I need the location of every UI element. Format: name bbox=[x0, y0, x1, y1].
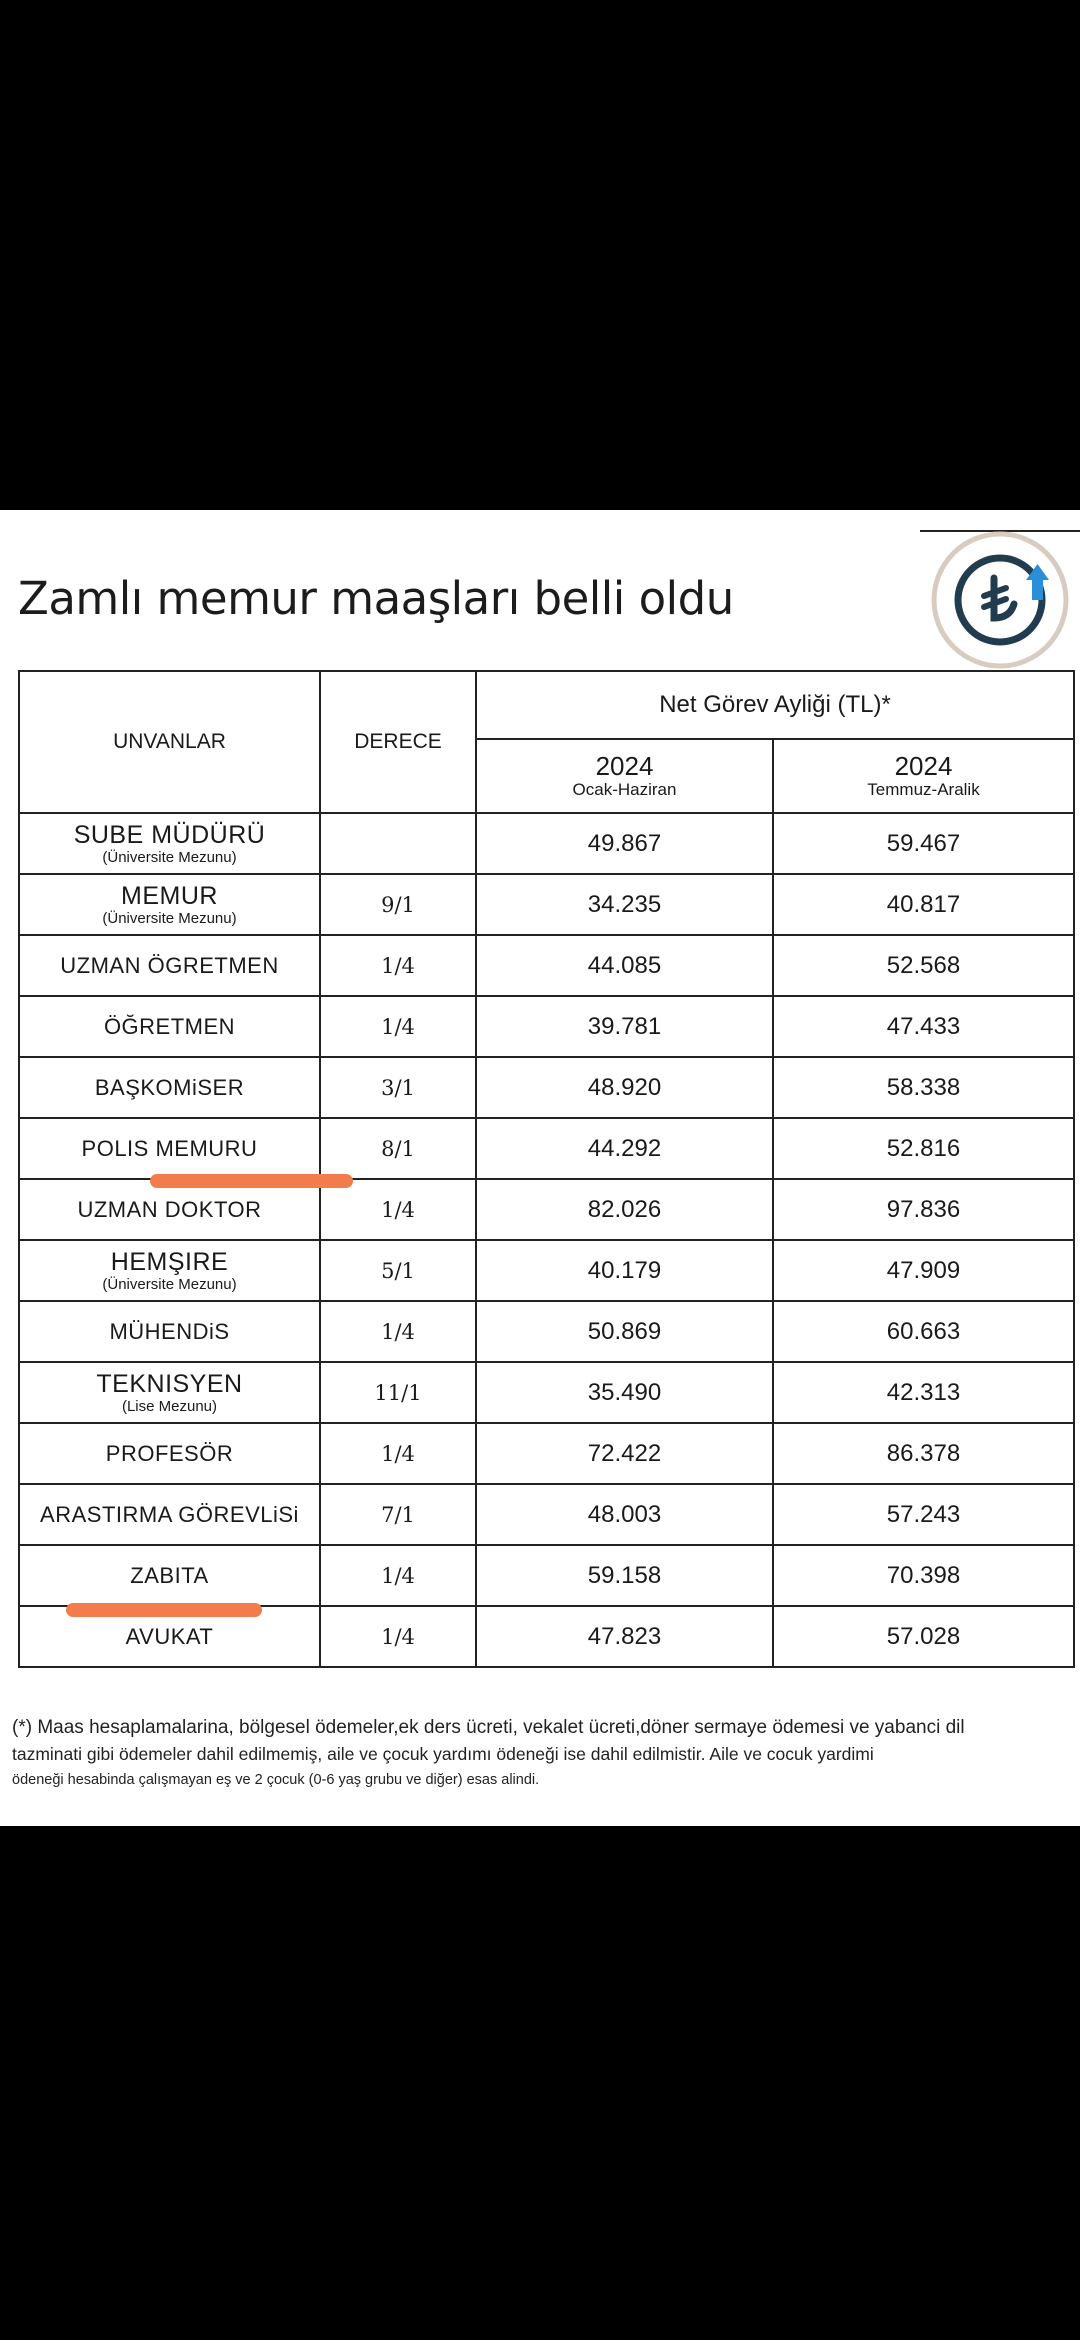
salary-jan-jun-cell: 49.867 bbox=[476, 813, 773, 874]
salary-jan-jun-cell: 44.085 bbox=[476, 935, 773, 996]
table-row bbox=[19, 1179, 1074, 1240]
table-row bbox=[19, 1240, 1074, 1301]
lira-up-arrow-icon bbox=[920, 518, 1080, 678]
title-cell bbox=[19, 1545, 320, 1606]
table-row bbox=[19, 1301, 1074, 1362]
grade-cell: 9/1 bbox=[320, 874, 476, 935]
title-education: (Üniversite Mezunu) bbox=[102, 1276, 237, 1293]
title-name: SUBE MÜDÜRÜ bbox=[73, 821, 266, 849]
header-unvan: UNVANLAR bbox=[19, 671, 320, 813]
salary-jul-dec-cell: 47.433 bbox=[773, 996, 1074, 1057]
highlight-underline-zabita bbox=[66, 1603, 262, 1617]
salary-jul-dec-cell: 58.338 bbox=[773, 1057, 1074, 1118]
salary-jan-jun-cell: 50.869 bbox=[476, 1301, 773, 1362]
title-name: ÖĞRETMEN bbox=[103, 1013, 236, 1039]
grade-cell: 5/1 bbox=[320, 1240, 476, 1301]
period-2-year: 2024 bbox=[894, 751, 953, 782]
table-row bbox=[19, 874, 1074, 935]
grade-cell: 7/1 bbox=[320, 1484, 476, 1545]
title-name: BAŞKOMiSER bbox=[94, 1074, 245, 1100]
title-name: HEMŞIRE bbox=[110, 1248, 229, 1276]
salary-jan-jun-cell: 40.179 bbox=[476, 1240, 773, 1301]
title-name: TEKNISYEN bbox=[96, 1370, 243, 1398]
salary-jan-jun-cell: 34.235 bbox=[476, 874, 773, 935]
salary-jan-jun-cell: 39.781 bbox=[476, 996, 773, 1057]
salary-jul-dec-cell: 52.816 bbox=[773, 1118, 1074, 1179]
grade-cell: 1/4 bbox=[320, 1179, 476, 1240]
title-cell bbox=[19, 1057, 320, 1118]
title-cell bbox=[19, 996, 320, 1057]
title-cell bbox=[19, 935, 320, 996]
salary-jan-jun-cell: 48.920 bbox=[476, 1057, 773, 1118]
title-name: POLIS MEMURU bbox=[81, 1135, 258, 1161]
title-name: MÜHENDiS bbox=[109, 1318, 230, 1344]
grade-cell: 8/1 bbox=[320, 1118, 476, 1179]
salary-table bbox=[18, 670, 1075, 1668]
grade-cell: 1/4 bbox=[320, 1606, 476, 1667]
table-row bbox=[19, 1362, 1074, 1423]
article-card bbox=[0, 510, 1080, 1826]
footnote-line-3: ödeneği hesabinda çalışmayan eş ve 2 çocuk (0-6 yaş grubu ve diğer) esas alindi. bbox=[12, 1772, 540, 1788]
title-name: MEMUR bbox=[121, 882, 218, 910]
salary-jul-dec-cell: 59.467 bbox=[773, 813, 1074, 874]
title-education: (Üniversite Mezunu) bbox=[102, 910, 237, 927]
grade-cell: 11/1 bbox=[320, 1362, 476, 1423]
title-cell bbox=[19, 1179, 320, 1240]
title-name: ZABITA bbox=[130, 1562, 209, 1588]
salary-jul-dec-cell: 70.398 bbox=[773, 1545, 1074, 1606]
title-cell bbox=[19, 874, 320, 935]
title-name: UZMAN ÖGRETMEN bbox=[60, 952, 279, 978]
salary-jul-dec-cell: 86.378 bbox=[773, 1423, 1074, 1484]
salary-jul-dec-cell: 47.909 bbox=[773, 1240, 1074, 1301]
header-period-1 bbox=[476, 739, 773, 813]
header-period-2 bbox=[773, 739, 1074, 813]
salary-jul-dec-cell: 42.313 bbox=[773, 1362, 1074, 1423]
period-1-label: Ocak-Haziran bbox=[572, 779, 677, 799]
grade-cell: 3/1 bbox=[320, 1057, 476, 1118]
salary-jan-jun-cell: 35.490 bbox=[476, 1362, 773, 1423]
title-cell bbox=[19, 1423, 320, 1484]
grade-cell: 1/4 bbox=[320, 1545, 476, 1606]
title-name: ARASTIRMA GÖREVLiSi bbox=[40, 1501, 299, 1527]
salary-jan-jun-cell: 44.292 bbox=[476, 1118, 773, 1179]
table-row bbox=[19, 1423, 1074, 1484]
salary-jan-jun-cell: 48.003 bbox=[476, 1484, 773, 1545]
salary-jul-dec-cell: 60.663 bbox=[773, 1301, 1074, 1362]
table-row bbox=[19, 1118, 1074, 1179]
period-2-label: Temmuz-Aralik bbox=[867, 779, 980, 799]
highlight-underline-polis-memuru bbox=[150, 1174, 353, 1188]
salary-jan-jun-cell: 59.158 bbox=[476, 1545, 773, 1606]
salary-jul-dec-cell: 57.243 bbox=[773, 1484, 1074, 1545]
grade-cell: 1/4 bbox=[320, 1423, 476, 1484]
footnote-line-2: tazminati gibi ödemeler dahil edilmemiş, aile ve çocuk yardımı ödeneği ise dahil edilmistir. Aile ve cocuk yardimi bbox=[12, 1744, 874, 1764]
table-row bbox=[19, 1545, 1074, 1606]
table-row bbox=[19, 813, 1074, 874]
salary-jul-dec-cell: 52.568 bbox=[773, 935, 1074, 996]
salary-jan-jun-cell: 47.823 bbox=[476, 1606, 773, 1667]
title-cell bbox=[19, 1301, 320, 1362]
title-name: PROFESÖR bbox=[105, 1440, 234, 1466]
footnote-line-1: (*) Maas hesaplamalarina, bölgesel ödemeler,ek ders ücreti, vekalet ücreti,döner sermaye ödemesi ve yabanci dil bbox=[12, 1717, 965, 1738]
table-row bbox=[19, 1057, 1074, 1118]
grade-cell: 1/4 bbox=[320, 1301, 476, 1362]
grade-cell: 1/4 bbox=[320, 996, 476, 1057]
grade-cell: 1/4 bbox=[320, 935, 476, 996]
title-name: AVUKAT bbox=[125, 1623, 214, 1649]
grade-cell bbox=[320, 813, 476, 874]
header-derece: DERECE bbox=[320, 671, 476, 813]
salary-jan-jun-cell: 72.422 bbox=[476, 1423, 773, 1484]
title-cell bbox=[19, 1484, 320, 1545]
period-1-year: 2024 bbox=[595, 751, 654, 782]
salary-jul-dec-cell: 40.817 bbox=[773, 874, 1074, 935]
footnote bbox=[12, 1715, 1072, 1793]
salary-jul-dec-cell: 57.028 bbox=[773, 1606, 1074, 1667]
table-row bbox=[19, 935, 1074, 996]
title-cell bbox=[19, 1118, 320, 1179]
title-cell bbox=[19, 1240, 320, 1301]
table-row bbox=[19, 996, 1074, 1057]
page-title: Zamlı memur maaşları belli oldu bbox=[18, 572, 734, 625]
title-cell bbox=[19, 1362, 320, 1423]
salary-jul-dec-cell: 97.836 bbox=[773, 1179, 1074, 1240]
header-net-salary: Net Görev Ayliği (TL)* bbox=[476, 671, 1074, 739]
title-education: (Üniversite Mezunu) bbox=[102, 849, 237, 866]
title-education: (Lise Mezunu) bbox=[121, 1398, 218, 1415]
title-cell bbox=[19, 813, 320, 874]
table-row bbox=[19, 1484, 1074, 1545]
salary-jan-jun-cell: 82.026 bbox=[476, 1179, 773, 1240]
title-name: UZMAN DOKTOR bbox=[77, 1196, 262, 1222]
